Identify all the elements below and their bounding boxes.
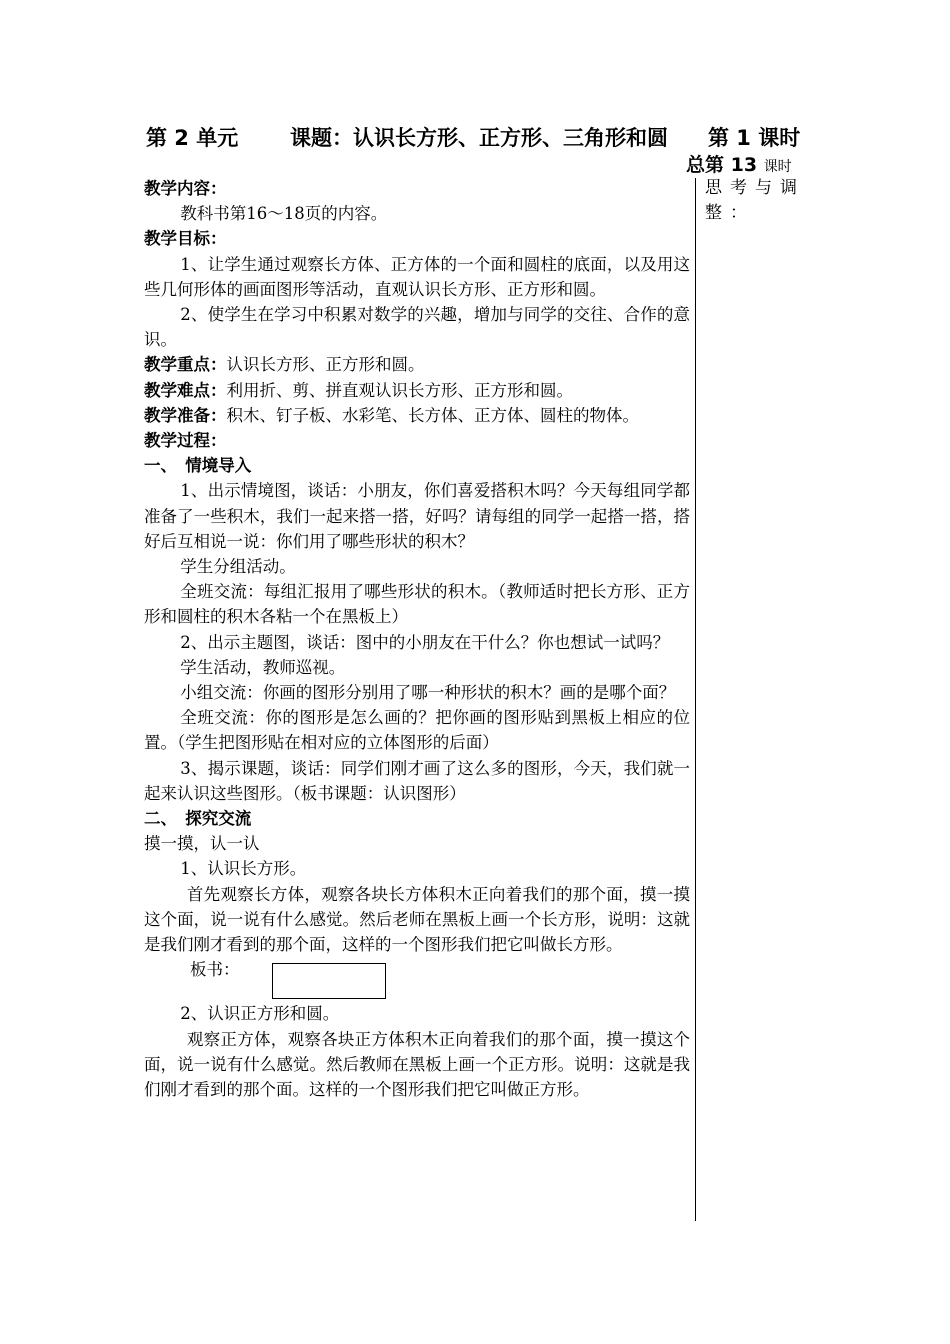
heading-key: 教学重点： — [144, 355, 227, 375]
paragraph: 1、出示情境图，谈话：小朋友，你们喜爱搭积木吗？今天每组同学都准备了一些积木，我们一起来搭一搭，好吗？请每组的同学一起搭一搭，搭好后互相说一说：你们用了哪些形状的积木？ — [144, 481, 690, 551]
goal-1: 1、让学生通过观察长方体、正方体的一个面和圆柱的底面，以及用这些几何形体的画面图形等活动，直观认识长方形、正方形和圆。 — [144, 254, 690, 299]
paragraph: 观察正方体，观察各块正方体积木正向着我们的那个面，摸一摸这个面，说一说有什么感觉。然后教师在黑板上画一个正方形。说明：这就是我们刚才看到的那个面。这样的一个图形我们把它叫做正方形。 — [144, 1029, 690, 1099]
paragraph: 小组交流：你画的图形分别用了哪一种形状的积木？画的是哪个面？ — [180, 683, 676, 703]
preparation — [144, 403, 690, 428]
section-2-title: 二、 探究交流 — [144, 809, 252, 829]
reflection-column-heading: 思考与调整： — [705, 178, 805, 223]
total-suffix: 课时 — [763, 159, 792, 175]
goal-2: 2、使学生在学习中积累对数学的兴趣，增加与同学的交往、合作的意识。 — [144, 305, 690, 350]
content-text: 教科书第16～18页的内容。 — [180, 204, 388, 224]
paragraph: 2、认识正方形和圆。 — [180, 1004, 340, 1024]
paragraph: 学生分组活动。 — [180, 557, 296, 577]
board-writing — [144, 957, 690, 1001]
topic-title: 课题：认识长方形、正方形、三角形和圆 — [290, 126, 668, 150]
board-label: 板书： — [190, 960, 240, 980]
paragraph: 全班交流：你的图形是怎么画的？把你画的图形贴到黑板上相应的位置。（学生把图形贴在相对应的立体图形的后面） — [144, 708, 690, 753]
total-lesson-count — [686, 150, 792, 177]
paragraph: 摸一摸，认一认 — [144, 834, 260, 854]
lesson-body — [144, 176, 690, 1102]
column-divider — [695, 178, 696, 1221]
paragraph: 1、认识长方形。 — [180, 859, 307, 879]
rectangle-drawing — [272, 963, 386, 999]
paragraph: 2、出示主题图，谈话：图中的小朋友在干什么？你也想试一试吗？ — [180, 632, 670, 652]
heading-content: 教学内容： — [144, 179, 227, 198]
key-text: 认识长方形、正方形和圆。 — [226, 355, 425, 375]
heading-prep: 教学准备： — [144, 405, 227, 425]
difficulty-point — [144, 378, 690, 403]
paragraph: 3、揭示课题，谈话：同学们刚才画了这么多的图形，今天，我们就一起来认识这些图形。（板书课题：认识图形） — [144, 758, 690, 803]
unit-label: 第 2 单元 — [146, 126, 239, 150]
difficulty-text: 利用折、剪、拼直观认识长方形、正方形和圆。 — [226, 380, 573, 400]
prep-text: 积木、钉子板、水彩笔、长方体、正方体、圆柱的物体。 — [226, 405, 639, 425]
section-1-title: 一、 情境导入 — [144, 456, 252, 476]
heading-goals: 教学目标： — [144, 229, 227, 249]
heading-difficulty: 教学难点： — [144, 380, 227, 400]
paragraph: 全班交流：每组汇报用了哪些形状的积木。（教师适时把长方形、正方形和圆柱的积木各粘一个在黑板上） — [144, 582, 690, 627]
key-point — [144, 352, 690, 377]
lesson-number: 第 1 课时 — [708, 126, 801, 150]
heading-process: 教学过程： — [144, 431, 227, 451]
total-prefix: 总第 13 — [686, 154, 758, 176]
paragraph: 学生活动，教师巡视。 — [180, 657, 346, 677]
paragraph: 首先观察长方体，观察各块长方体积木正向着我们的那个面，摸一摸这个面，说一说有什么感觉。然后老师在黑板上画一个长方形，说明：这就是我们刚才看到的那个面，这样的一个图形我们把它叫做长方形。 — [144, 884, 690, 955]
